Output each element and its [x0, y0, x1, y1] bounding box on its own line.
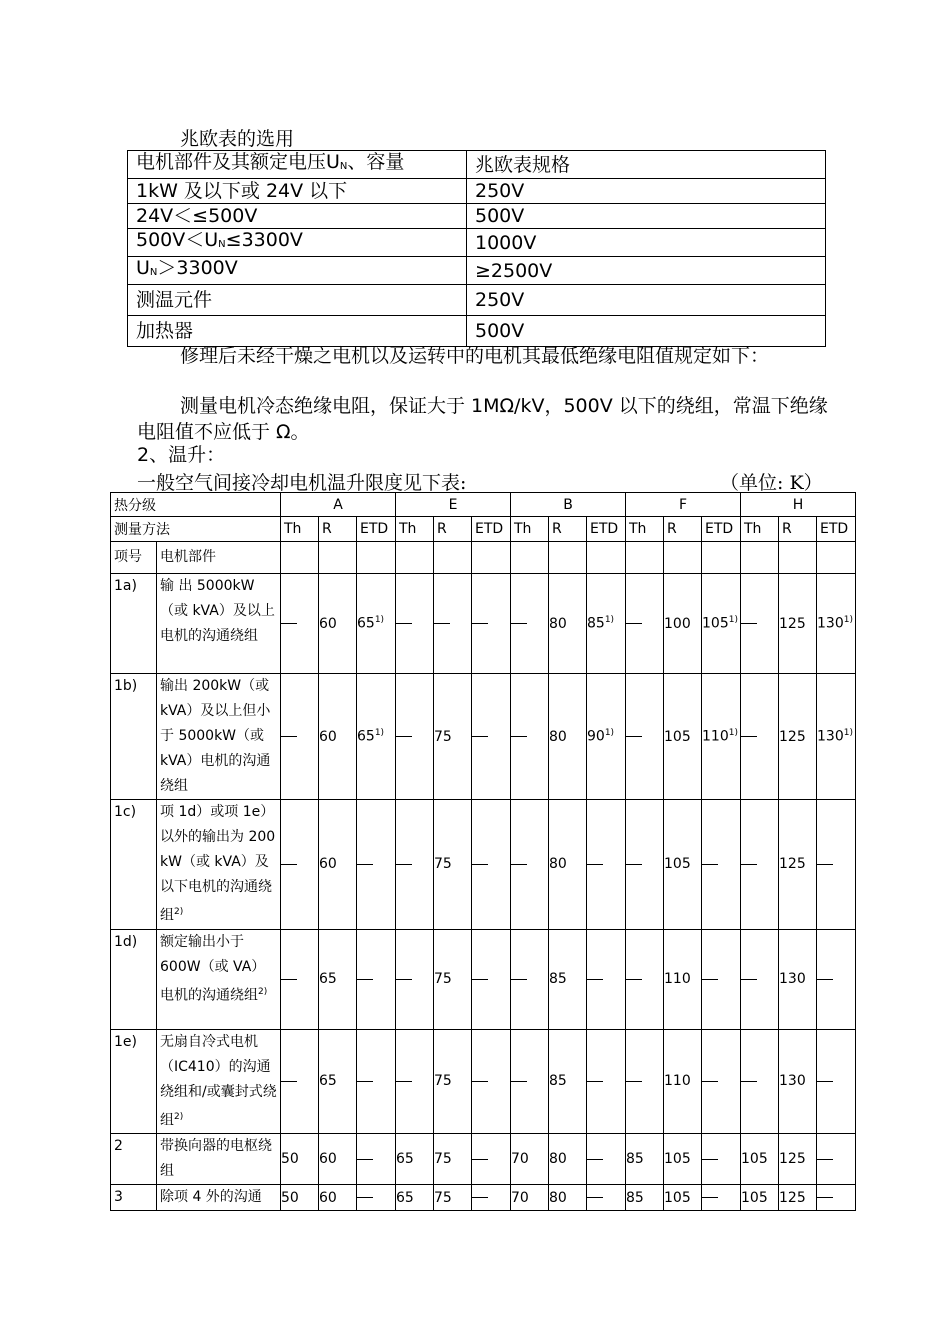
value-cell: 130$^{1)}$ — [817, 574, 856, 674]
item-no: 2 — [111, 1134, 157, 1185]
dash-mark — [741, 864, 757, 865]
value-cell: 125 — [779, 574, 817, 674]
value-cell: 100 — [664, 574, 702, 674]
value-cell — [741, 1029, 779, 1134]
subscript-n: N — [149, 267, 158, 278]
value-cell: 105 — [664, 800, 702, 930]
value-cell: 110 — [664, 1029, 702, 1134]
value-cell: 85 — [549, 1029, 587, 1134]
value-cell: 65$^{1)}$ — [357, 674, 396, 800]
class-h: H — [741, 493, 856, 517]
item-no: 3 — [111, 1185, 157, 1211]
megohm-spec-cell: 250V — [467, 285, 826, 316]
dash-mark — [741, 979, 757, 980]
dash-mark — [587, 1081, 603, 1082]
temp-row — [111, 674, 856, 800]
value-cell: 60 — [319, 674, 357, 800]
dash-mark — [511, 979, 527, 980]
dash-mark — [626, 864, 642, 865]
dash-mark — [281, 864, 297, 865]
part-desc: 项 1d）或项 1e）以外的输出为 200 kW（或 kVA）及以下电机的沟通绕组$^{2)}$ — [157, 800, 281, 930]
megohm-part-cell: 测温元件 — [128, 285, 467, 316]
value-cell: 60 — [319, 574, 357, 674]
value-cell — [741, 800, 779, 930]
value-cell: 80 — [549, 574, 587, 674]
dash-mark — [472, 979, 488, 980]
megohm-spec-cell: 250V — [467, 179, 826, 204]
megohm-spec-cell: 500V — [467, 204, 826, 229]
dash-mark — [702, 1081, 718, 1082]
value-cell: 75 — [434, 674, 472, 800]
dash-mark — [702, 864, 718, 865]
value-cell: 50 — [281, 1134, 319, 1185]
dash-mark — [396, 979, 412, 980]
value-cell — [511, 929, 549, 1029]
value-cell: 60 — [319, 1134, 357, 1185]
dash-mark — [626, 1081, 642, 1082]
megohm-part-cell: 加热器 — [128, 316, 467, 347]
value-cell — [357, 1185, 396, 1211]
item-no-label: 项号 — [111, 542, 157, 574]
dash-mark — [587, 864, 603, 865]
item-no: 1b) — [111, 674, 157, 800]
dash-mark — [472, 736, 488, 737]
value-cell — [281, 674, 319, 800]
megohm-row — [128, 204, 826, 229]
item-no: 1d) — [111, 929, 157, 1029]
footnote-mark: 1) — [374, 728, 385, 739]
value-cell: 110$^{1)}$ — [702, 674, 741, 800]
method-etd: ETD — [587, 517, 626, 542]
value-cell: 70 — [511, 1185, 549, 1211]
dash-mark — [587, 1197, 603, 1198]
empty-cell — [741, 542, 779, 574]
value-cell — [396, 800, 434, 930]
value-cell — [472, 800, 511, 930]
item-no: 1a) — [111, 574, 157, 674]
method-r: R — [319, 517, 357, 542]
empty-cell — [587, 542, 626, 574]
dash-mark — [702, 1197, 718, 1198]
dash-mark — [357, 1081, 373, 1082]
temp-row — [111, 1134, 856, 1185]
value-cell — [396, 929, 434, 1029]
part-desc: 输 出 5000kW（或 kVA）及以上电机的沟通绕组 — [157, 574, 281, 674]
value-cell — [626, 1029, 664, 1134]
value-cell: 70 — [511, 1134, 549, 1185]
subscript-n: N — [339, 161, 348, 172]
footnote-mark: 1) — [604, 728, 615, 739]
empty-cell — [434, 542, 472, 574]
paragraph-min-insulation: 修理后未经干燥之电机以及运转中的电机其最低绝缘电阻值规定如下： — [180, 345, 770, 367]
dash-mark — [434, 623, 450, 624]
value-cell: 60 — [319, 1185, 357, 1211]
class-b: B — [511, 493, 626, 517]
megohmmeter-table — [127, 150, 826, 347]
value-cell — [817, 800, 856, 930]
dash-mark — [626, 623, 642, 624]
method-header-row — [111, 517, 856, 542]
megohm-header-spec: 兆欧表规格 — [467, 151, 826, 179]
value-cell: 80 — [549, 800, 587, 930]
part-desc: 除项 4 外的沟通 — [157, 1185, 281, 1211]
megohm-row — [128, 316, 826, 347]
dash-mark — [741, 623, 757, 624]
method-r: R — [434, 517, 472, 542]
method-th: Th — [511, 517, 549, 542]
dash-mark — [472, 1197, 488, 1198]
value-cell: 60 — [319, 800, 357, 930]
footnote-mark: 2) — [258, 986, 268, 997]
dash-mark — [817, 1159, 833, 1160]
value-cell: 65 — [396, 1185, 434, 1211]
method-th: Th — [741, 517, 779, 542]
dash-mark — [357, 979, 373, 980]
value-cell: 50 — [281, 1185, 319, 1211]
dash-mark — [817, 1197, 833, 1198]
method-r: R — [664, 517, 702, 542]
dash-mark — [702, 1159, 718, 1160]
empty-cell — [472, 542, 511, 574]
part-label: 电机部件 — [157, 542, 281, 574]
value-cell: 125 — [779, 800, 817, 930]
part-desc: 无扇自冷式电机（IC410）的沟通绕组和/或囊封式绕组$^{2)}$ — [157, 1029, 281, 1134]
dash-mark — [511, 736, 527, 737]
value-cell — [472, 574, 511, 674]
value-cell — [702, 1029, 741, 1134]
value-cell: 85 — [626, 1185, 664, 1211]
dash-mark — [472, 623, 488, 624]
empty-cell — [281, 542, 319, 574]
value-cell — [472, 674, 511, 800]
footnote-mark: 2) — [174, 1111, 184, 1122]
temp-row — [111, 1029, 856, 1134]
value-cell — [396, 574, 434, 674]
value-cell: 105$^{1)}$ — [702, 574, 741, 674]
dash-mark — [626, 979, 642, 980]
dash-mark — [357, 1159, 373, 1160]
item-no: 1c) — [111, 800, 157, 930]
footnote-mark: 1) — [374, 615, 385, 626]
dash-mark — [357, 864, 373, 865]
dash-mark — [396, 864, 412, 865]
value-cell: 105 — [664, 1185, 702, 1211]
temp-row — [111, 1185, 856, 1211]
value-cell — [817, 929, 856, 1029]
value-cell: 130 — [779, 929, 817, 1029]
value-cell — [587, 1185, 626, 1211]
value-cell — [626, 800, 664, 930]
dash-mark — [511, 1081, 527, 1082]
value-cell: 65 — [396, 1134, 434, 1185]
megohm-part-cell: $500V<U_N\le 3300V$ — [128, 229, 467, 257]
value-cell: 80 — [549, 1185, 587, 1211]
megohm-part-cell: $U_N>3300V$ — [128, 257, 467, 285]
value-cell — [702, 929, 741, 1029]
dash-mark — [472, 864, 488, 865]
value-cell: 105 — [664, 1134, 702, 1185]
value-cell — [741, 674, 779, 800]
dash-mark — [511, 864, 527, 865]
dash-mark — [817, 864, 833, 865]
unit-label: （单位: K） — [720, 472, 823, 494]
temperature-rise-table — [110, 492, 856, 1211]
value-cell — [434, 574, 472, 674]
method-etd: ETD — [472, 517, 511, 542]
dash-mark — [626, 736, 642, 737]
dash-mark — [357, 1197, 373, 1198]
temp-table-title: 一般空气间接冷却电机温升限度见下表: — [137, 472, 467, 494]
megohm-row — [128, 179, 826, 204]
megohm-spec-cell: ≥2500V — [467, 257, 826, 285]
class-f: F — [626, 493, 741, 517]
value-cell — [357, 929, 396, 1029]
class-a: A — [281, 493, 396, 517]
value-cell — [702, 800, 741, 930]
dash-mark — [396, 1081, 412, 1082]
empty-cell — [511, 542, 549, 574]
megohm-spec-cell: 500V — [467, 316, 826, 347]
empty-cell — [664, 542, 702, 574]
value-cell — [817, 1134, 856, 1185]
method-r: R — [779, 517, 817, 542]
class-e: E — [396, 493, 511, 517]
temp-row — [111, 800, 856, 930]
megohm-header-part: 电机部件及其额定电压$U_N$、容量 — [128, 151, 467, 179]
value-cell: 80 — [549, 1134, 587, 1185]
value-cell: 85 — [549, 929, 587, 1029]
value-cell — [587, 800, 626, 930]
value-cell: 75 — [434, 1134, 472, 1185]
method-etd: ETD — [357, 517, 396, 542]
footnote-mark: 1) — [843, 615, 853, 626]
megohmmeter-caption: 兆欧表的选用 — [180, 128, 295, 150]
part-desc: 输出 200kW（或 kVA）及以上但小于 5000kW（或 kVA）电机的沟通绕组 — [157, 674, 281, 800]
footnote-mark: 1) — [728, 728, 738, 739]
megohm-header-row — [128, 151, 826, 179]
dash-mark — [587, 1159, 603, 1160]
value-cell: 65 — [319, 929, 357, 1029]
dash-mark — [587, 979, 603, 980]
value-cell — [511, 674, 549, 800]
value-cell — [817, 1029, 856, 1134]
value-cell — [511, 800, 549, 930]
value-cell — [472, 1134, 511, 1185]
method-r: R — [549, 517, 587, 542]
value-cell — [472, 1185, 511, 1211]
value-cell: 130 — [779, 1029, 817, 1134]
value-cell: 85 — [626, 1134, 664, 1185]
dash-mark — [741, 736, 757, 737]
value-cell: 105 — [664, 674, 702, 800]
value-cell: 75 — [434, 929, 472, 1029]
heat-class-label: 热分级 — [111, 493, 281, 517]
megohm-row — [128, 257, 826, 285]
empty-cell — [817, 542, 856, 574]
dash-mark — [741, 1081, 757, 1082]
value-cell: 65 — [319, 1029, 357, 1134]
value-cell: 105 — [741, 1134, 779, 1185]
item-no: 1e) — [111, 1029, 157, 1134]
value-cell — [702, 1134, 741, 1185]
value-cell — [587, 1029, 626, 1134]
dash-mark — [281, 736, 297, 737]
value-cell — [817, 1185, 856, 1211]
value-cell — [511, 574, 549, 674]
value-cell: 90$^{1)}$ — [587, 674, 626, 800]
footnote-mark: 1) — [728, 615, 738, 626]
item-header-row — [111, 542, 856, 574]
value-cell — [741, 574, 779, 674]
dash-mark — [281, 623, 297, 624]
empty-cell — [357, 542, 396, 574]
value-cell — [396, 1029, 434, 1134]
method-th: Th — [626, 517, 664, 542]
value-cell: 110 — [664, 929, 702, 1029]
footnote-mark: 1) — [604, 615, 615, 626]
part-desc: 带换向器的电枢绕组 — [157, 1134, 281, 1185]
value-cell — [281, 1029, 319, 1134]
temp-row — [111, 929, 856, 1029]
value-cell — [587, 1134, 626, 1185]
value-cell: 125 — [779, 1134, 817, 1185]
value-cell — [741, 929, 779, 1029]
value-cell: 65$^{1)}$ — [357, 574, 396, 674]
dash-mark — [511, 623, 527, 624]
value-cell — [357, 1029, 396, 1134]
value-cell — [587, 929, 626, 1029]
value-cell — [626, 929, 664, 1029]
dash-mark — [396, 736, 412, 737]
part-desc: 额定输出小于 600W（或 VA）电机的沟通绕组$^{2)}$ — [157, 929, 281, 1029]
empty-cell — [626, 542, 664, 574]
temp-row — [111, 574, 856, 674]
paragraph-cold-insulation: 测量电机冷态绝缘电阻，保证大于 1MΩ/kV，500V 以下的绕组，常温下绝缘电阻值不应低于 Ω。 — [137, 395, 828, 443]
value-cell — [702, 1185, 741, 1211]
value-cell: 125 — [779, 1185, 817, 1211]
empty-cell — [702, 542, 741, 574]
empty-cell — [549, 542, 587, 574]
value-cell: 80 — [549, 674, 587, 800]
megohm-spec-cell: 1000V — [467, 229, 826, 257]
value-cell — [626, 674, 664, 800]
method-th: Th — [281, 517, 319, 542]
empty-cell — [396, 542, 434, 574]
dash-mark — [817, 1081, 833, 1082]
megohm-part-cell: 1kW 及以下或 24V 以下 — [128, 179, 467, 204]
megohm-row — [128, 229, 826, 257]
empty-cell — [319, 542, 357, 574]
footnote-mark: 1) — [843, 728, 853, 739]
value-cell — [357, 1134, 396, 1185]
value-cell — [357, 800, 396, 930]
value-cell: 85$^{1)}$ — [587, 574, 626, 674]
dash-mark — [817, 979, 833, 980]
method-etd: ETD — [817, 517, 856, 542]
dash-mark — [396, 623, 412, 624]
dash-mark — [281, 1081, 297, 1082]
value-cell — [472, 1029, 511, 1134]
dash-mark — [472, 1159, 488, 1160]
method-etd: ETD — [702, 517, 741, 542]
value-cell — [511, 1029, 549, 1134]
dash-mark — [702, 979, 718, 980]
megohm-row — [128, 285, 826, 316]
megohm-part-cell: 24V＜≤500V — [128, 204, 467, 229]
method-th: Th — [396, 517, 434, 542]
dash-mark — [281, 979, 297, 980]
value-cell: 75 — [434, 800, 472, 930]
value-cell — [281, 800, 319, 930]
value-cell: 130$^{1)}$ — [817, 674, 856, 800]
value-cell: 75 — [434, 1185, 472, 1211]
method-label: 测量方法 — [111, 517, 281, 542]
value-cell — [626, 574, 664, 674]
section-heading-temp-rise: 2、温升： — [137, 444, 226, 466]
value-cell: 75 — [434, 1029, 472, 1134]
value-cell — [281, 929, 319, 1029]
empty-cell — [779, 542, 817, 574]
footnote-mark: 2) — [174, 907, 184, 917]
class-header-row — [111, 493, 856, 517]
value-cell — [472, 929, 511, 1029]
value-cell — [396, 674, 434, 800]
dash-mark — [472, 1081, 488, 1082]
value-cell: 105 — [741, 1185, 779, 1211]
subscript-n: N — [218, 239, 226, 250]
value-cell — [281, 574, 319, 674]
value-cell: 125 — [779, 674, 817, 800]
